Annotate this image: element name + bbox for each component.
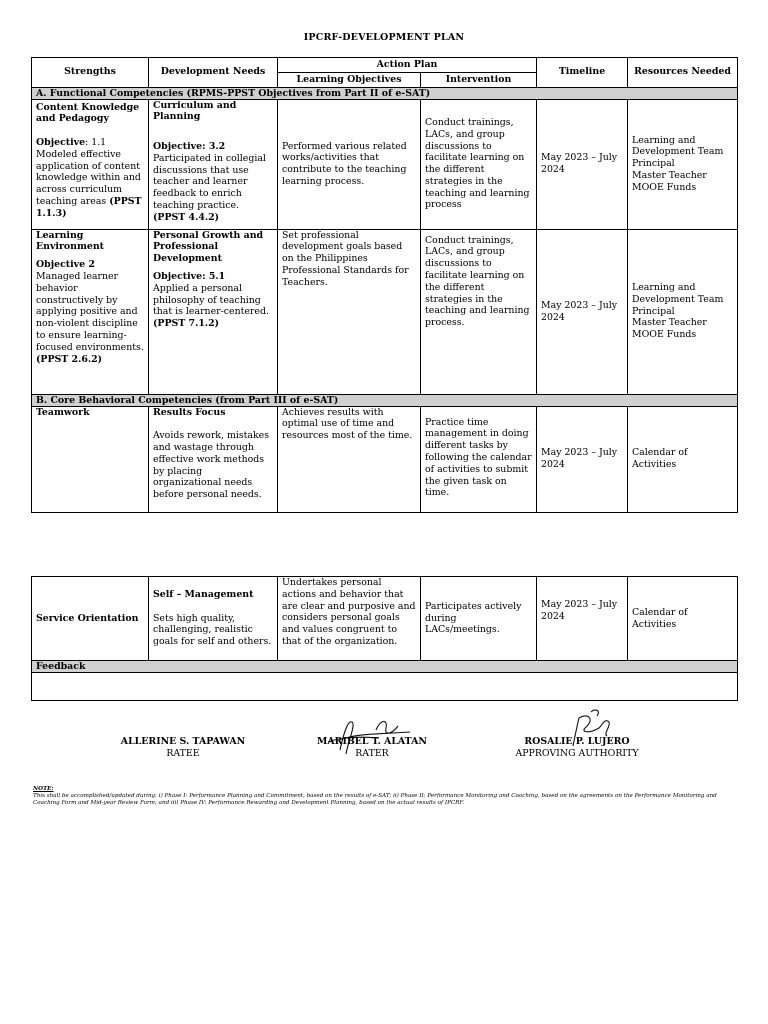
need-title: Self – Management — [153, 589, 254, 600]
signatory-rater — [292, 736, 452, 760]
signatory-name: ALLERINE S. TAPAWAN — [120, 736, 246, 747]
header-timeline: Timeline — [537, 58, 628, 88]
resource-item: MOOE Funds — [632, 329, 697, 341]
signatory-name: ROSALIE P. LUJERO — [524, 736, 630, 747]
learning-objective-cell: Set professional development goals based on the Philippines Professional Standards for Teachers. — [278, 229, 421, 394]
timeline-cell: May 2023 – July 2024 — [537, 99, 628, 229]
resources-cell — [628, 229, 738, 394]
development-need-cell — [149, 577, 278, 661]
strength-cell — [32, 406, 149, 512]
header-action-plan: Action Plan — [278, 58, 537, 73]
note-label: NOTE: — [33, 786, 54, 792]
strength-title: Learning Environment — [36, 229, 105, 253]
strength-objective-label: Objective — [36, 136, 86, 148]
development-plan-table-continued — [31, 576, 738, 701]
timeline-cell: May 2023 – July 2024 — [537, 406, 628, 512]
development-need-cell — [149, 406, 278, 512]
section-b-heading: B. Core Behavioral Competencies (from Part III of e-SAT) — [32, 394, 738, 406]
need-title: Results Focus — [153, 406, 226, 418]
resource-item: Learning and Development Team — [632, 134, 724, 158]
feedback-field — [32, 673, 738, 701]
need-ppst: (PPST 7.1.2) — [153, 318, 220, 330]
signatory-name: MARIBEL T. ALATAN — [317, 736, 427, 747]
resource-item: Learning and Development Team — [632, 282, 724, 305]
need-objective-label: Objective — [153, 140, 203, 152]
resources-cell — [628, 577, 738, 661]
strength-ppst: (PPST 2.6.2) — [36, 353, 103, 365]
need-ppst: (PPST 4.4.2) — [153, 211, 220, 223]
resource-item: Master Teacher — [632, 169, 707, 181]
signatory-approving-authority — [497, 736, 657, 760]
header-development-needs: Development Needs — [149, 58, 278, 88]
need-text: Applied a personal philosophy of teaching that is learner-centered. — [153, 282, 269, 318]
resource-item: Principal — [632, 158, 675, 170]
development-need-cell — [149, 229, 278, 394]
learning-objective-cell: Achieves results with optimal use of time and resources most of the time. — [278, 406, 421, 512]
intervention-cell: Conduct trainings, LACs, and group discussions to facilitate learning on the different strategies in the teaching and learning process — [421, 99, 537, 229]
resource-item: MOOE Funds — [632, 181, 697, 193]
resources-cell — [628, 99, 738, 229]
feedback-heading: Feedback — [32, 661, 738, 673]
need-text: Participated in collegial discussions that use teacher and learner feedback to enrich teaching practice. — [153, 152, 266, 211]
strength-objective-number: : 1.1 — [85, 136, 107, 148]
need-title: Curriculum and Planning — [153, 99, 237, 123]
need-objective-label: Objective — [153, 270, 203, 282]
signatory-ratee — [103, 736, 263, 760]
signatory-role: RATEE — [166, 748, 200, 759]
resource-item: Principal — [632, 305, 675, 317]
header-resources-needed: Resources Needed — [628, 58, 738, 88]
need-title: Personal Growth and Professional Development — [153, 229, 264, 265]
development-need-cell — [149, 99, 278, 229]
strength-ppst: (PPST 1.1.3) — [36, 195, 142, 219]
note-text: This shall be accomplished/updated during: i) Phase I: Performance Planning and Commitment, based on the results of e-SAT; ii) Phase II: Performance Monitoring and Coaching, based on the agreements on the Performance Monitoring and Coaching Form and Mid-year Review Form; and iii) Phase IV: Performance Rewarding and Development Planning, based on the actual results of IPCRF. — [33, 792, 717, 806]
table-row — [32, 99, 738, 229]
document-title: IPCRF-DEVELOPMENT PLAN — [303, 32, 465, 43]
intervention-cell: Practice time management in doing different tasks by following the calendar of activities to submit the given task on time. — [421, 406, 537, 512]
intervention-cell: Conduct trainings, LACs, and group discussions to facilitate learning on the different strategies in the teaching and learning process. — [421, 229, 537, 394]
signatory-role: APPROVING AUTHORITY — [515, 748, 639, 759]
strength-cell — [32, 577, 149, 661]
table-row — [32, 229, 738, 394]
resource-item: Master Teacher — [632, 317, 707, 329]
need-objective-number: : 3.2 — [202, 140, 226, 152]
development-plan-table — [31, 57, 738, 513]
learning-objective-cell: Undertakes personal actions and behavior that are clear and purposive and considers personal goals and values congruent to that of the organization. — [278, 577, 421, 661]
header-learning-objectives: Learning Objectives — [278, 72, 421, 87]
strength-cell — [32, 99, 149, 229]
intervention-cell: Participates actively during LACs/meetings. — [421, 577, 537, 661]
header-strengths: Strengths — [32, 58, 149, 88]
strength-title: Teamwork — [36, 406, 90, 418]
table-row — [32, 577, 738, 661]
strength-title: Content Knowledge and Pedagogy — [36, 101, 140, 125]
strength-cell — [32, 229, 149, 394]
strength-text: Modeled effective application of content knowledge within and across curriculum teaching areas — [36, 148, 141, 207]
resource-item: Calendar of Activities — [632, 447, 688, 471]
need-text: Avoids rework, mistakes and wastage through effective work methods by placing organizational needs before personal needs. — [153, 430, 270, 501]
learning-objective-cell: Performed various related works/activities that contribute to the teaching learning process. — [278, 99, 421, 229]
resource-item: Calendar of Activities — [632, 606, 688, 630]
strength-text: Managed learner behavior constructively by applying positive and non-violent discipline to ensure learning-focused environments. — [36, 270, 144, 353]
footnote — [33, 786, 733, 806]
header-intervention: Intervention — [421, 72, 537, 87]
table-row — [32, 406, 738, 512]
timeline-cell: May 2023 – July 2024 — [537, 229, 628, 394]
section-a-heading: A. Functional Competencies (RPMS-PPST Objectives from Part II of e-SAT) — [32, 87, 738, 99]
signatory-role: RATER — [355, 748, 389, 759]
resources-cell — [628, 406, 738, 512]
need-text: Sets high quality, challenging, realistic goals for self and others. — [153, 612, 272, 648]
strength-title: Service Orientation — [36, 612, 139, 624]
need-objective-number: : 5.1 — [202, 270, 226, 282]
timeline-cell: May 2023 – July 2024 — [537, 577, 628, 661]
strength-objective-label: Objective 2 — [36, 259, 95, 271]
